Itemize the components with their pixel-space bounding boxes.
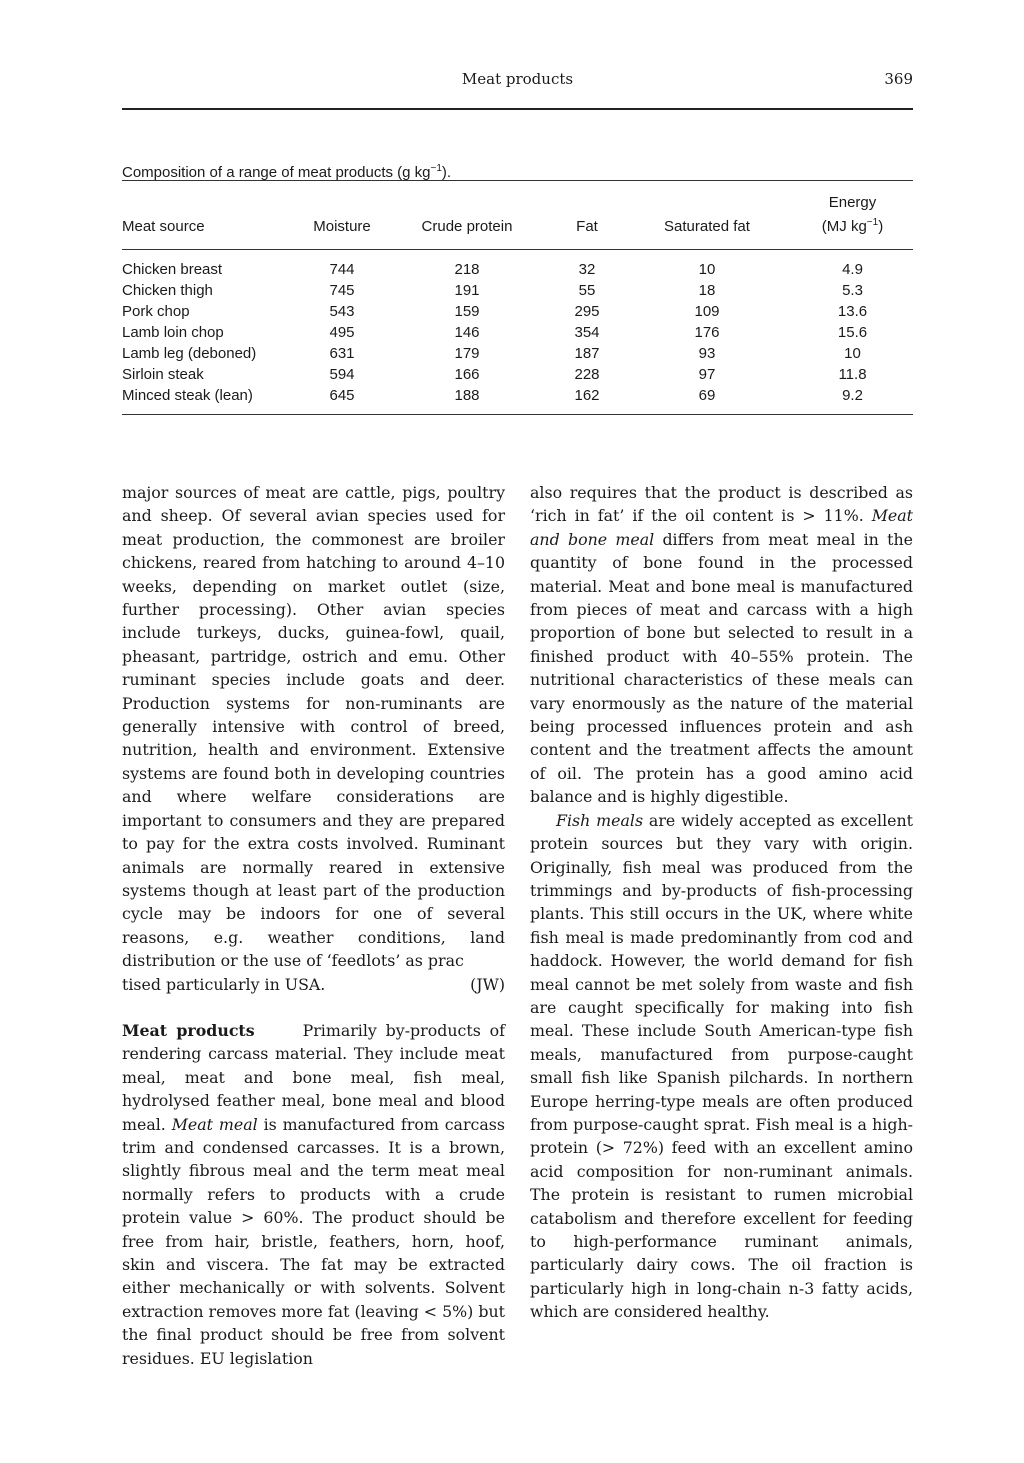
- cell-meat-source: Chicken thigh: [122, 282, 213, 299]
- term-meat-and-bone-meal: Meat and bone meal: [530, 506, 913, 549]
- cell-meat-source: Lamb leg (deboned): [122, 345, 257, 362]
- composition-table-block: [122, 158, 913, 415]
- entry-text-1: Primarily by-products of rendering carcass material. They include meat meal, meat and bone meal, fish meal, hydrolysed feather meal, bone meal and blood meal.: [122, 1020, 505, 1134]
- cell-energy: 4.9: [842, 261, 863, 278]
- header-energy-line1: Energy: [828, 194, 877, 211]
- paragraph-meat-sources-text: major sources of meat are cattle, pigs, poultry and sheep. Of several avian species used for meat production, the commonest are broiler chickens, reared from hatching to around 4–10 weeks, depending on market outlet (size, further processing). Other avian species include turkeys, ducks, guinea-fowl, quail, pheasant, partridge, ostrich and emu. Other ruminant species include goats and deer. Production systems for non-ruminants are generally intensive with control of breed, nutrition, health and environment. Extensive systems are found both in developing countries and where welfare considerations are important to consumers and they are prepared to pay for the extra costs involved. Ruminant animals are normally reared in extensive systems though at least part of the production cycle may be indoors for one of several reasons, e.g. weather conditions, land distribution or the use of ‘feedlots’ as prac: [122, 483, 505, 971]
- cell-meat-source: Sirloin steak: [122, 366, 204, 383]
- cell-meat-source: Chicken breast: [122, 261, 223, 278]
- cell-moisture: 645: [329, 387, 355, 404]
- cell-fat: 228: [574, 366, 600, 383]
- table-bottom-rule: [122, 414, 913, 415]
- table-row: [122, 250, 913, 281]
- cell-energy: 11.8: [838, 366, 867, 383]
- right-column: [530, 481, 913, 1324]
- term-meat-meal: Meat meal: [171, 1114, 258, 1134]
- table-row: [122, 322, 913, 343]
- entry-headword: Meat products: [122, 1020, 255, 1040]
- cell-saturated-fat: 69: [698, 387, 716, 404]
- paragraph-fish-meals: [530, 809, 913, 1324]
- table-row: [122, 343, 913, 364]
- author-initials: (JW): [470, 974, 505, 994]
- table-row: [122, 385, 913, 414]
- table-caption-end: ).: [441, 164, 452, 181]
- table-body: [122, 250, 913, 415]
- right-text-2: differs from meat meal in the quantity of bone found in the processed material. Meat and bone meal is manufactured from pieces of meat and carcass with a high proportion of bone but selected to result in a finished product with 40–55% protein. The nutritional characteristics of these meals can vary enormously as the nature of the material being processed influences protein and ash content and the treatment affects the amount of oil. The protein has a good amino acid balance and is highly digestible.: [530, 529, 913, 807]
- cell-energy: 13.6: [837, 303, 868, 320]
- table-caption-text: Composition of a range of meat products (g kg: [122, 164, 431, 181]
- right-text-3: are widely accepted as excellent protein sources but they vary with origin. Originally, fish meal was produced from the trimmings and by-products of fish-processing plants. This still occurs in the UK, where white fish meal is made predominantly from cod and haddock. However, the world demand for fish meal cannot be met solely from waste and fish are caught specifically for making into fish meal. These include South American-type fish meals, manufactured from purpose-caught small fish like Spanish pilchards. In northern Europe herring-type meals are often produced from purpose-caught sprat. Fish meal is a high-protein (> 72%) feed with an excellent amino acid composition for non-ruminant animals. The protein is resistant to rumen microbial catabolism and therefore excellent for feeding to high-performance ruminant animals, particularly dairy cows. The oil fraction is particularly high in long-chain n-3 fatty acids, which are considered healthy.: [530, 810, 913, 1322]
- paragraph-meat-and-bone-meal: [530, 481, 913, 809]
- cell-crude-protein: 179: [454, 345, 480, 362]
- cell-fat: 55: [578, 282, 596, 299]
- paragraph-meat-sources-tail: tised particularly in USA.: [122, 974, 326, 994]
- table-caption-superscript: −1: [430, 163, 442, 174]
- header-fat: Fat: [576, 218, 598, 235]
- cell-saturated-fat: 97: [698, 366, 716, 383]
- term-fish-meals: Fish meals: [556, 810, 644, 830]
- cell-crude-protein: 218: [454, 261, 480, 278]
- cell-energy: 15.6: [837, 324, 868, 341]
- cell-crude-protein: 159: [454, 303, 480, 320]
- cell-crude-protein: 166: [454, 366, 480, 383]
- table-caption: [122, 158, 913, 180]
- cell-fat: 187: [574, 345, 600, 362]
- table-row: [122, 280, 913, 301]
- header-energy-unit: (MJ kg: [821, 218, 867, 235]
- table-row: [122, 364, 913, 385]
- cell-crude-protein: 188: [454, 387, 480, 404]
- paragraph-gap: [122, 996, 505, 1019]
- header-meat-source: Meat source: [122, 218, 205, 235]
- header-saturated-fat: Saturated fat: [664, 218, 750, 235]
- cell-moisture: 631: [329, 345, 355, 362]
- cell-energy: 9.2: [842, 387, 863, 404]
- entry-text-2: is manufactured from carcass trim and condensed carcasses. It is a brown, slightly fibrous meal and the term meat meal normally refers to products with a crude protein value > 60%. The product should be free from hair, bristle, feathers, horn, hoof, skin and viscera. The fat may be extracted either mechanically or with solvents. Solvent extraction removes more fat (leaving < 5%) but the final product should be free from solvent residues. EU legislation: [122, 1114, 505, 1368]
- cell-meat-source: Lamb loin chop: [122, 324, 224, 341]
- table-header-row: [122, 181, 913, 250]
- cell-fat: 32: [578, 261, 596, 278]
- cell-saturated-fat: 176: [694, 324, 720, 341]
- header-energy: [792, 181, 913, 250]
- entry-meat-products: [122, 1019, 505, 1370]
- cell-moisture: 543: [329, 303, 355, 320]
- cell-moisture: 745: [329, 282, 355, 299]
- cell-saturated-fat: 93: [698, 345, 716, 362]
- running-head-title: Meat products: [461, 70, 574, 88]
- left-column: [122, 481, 505, 1370]
- header-energy-sup: −1: [866, 217, 879, 228]
- right-text-1: also requires that the product is described as ‘rich in fat’ if the oil content is > 11%.: [530, 483, 913, 526]
- cell-saturated-fat: 109: [694, 303, 720, 320]
- signoff-line: [122, 973, 505, 996]
- header-energy-close: ): [878, 218, 884, 235]
- cell-moisture: 495: [329, 324, 355, 341]
- cell-fat: 354: [574, 324, 600, 341]
- running-head: [122, 68, 913, 94]
- cell-energy: 5.3: [842, 282, 863, 299]
- header-rule: [122, 108, 913, 110]
- cell-saturated-fat: 10: [698, 261, 716, 278]
- page-number: 369: [884, 70, 913, 88]
- table-row: [122, 301, 913, 322]
- cell-meat-source: Pork chop: [122, 303, 190, 320]
- cell-fat: 162: [574, 387, 600, 404]
- cell-fat: 295: [574, 303, 600, 320]
- cell-meat-source: Minced steak (lean): [122, 387, 253, 404]
- paragraph-meat-sources: [122, 481, 505, 996]
- header-moisture: Moisture: [313, 218, 371, 235]
- cell-energy: 10: [844, 345, 861, 362]
- header-crude-protein: Crude protein: [421, 218, 513, 235]
- cell-saturated-fat: 18: [698, 282, 716, 299]
- cell-moisture: 744: [329, 261, 355, 278]
- composition-table: [122, 181, 913, 414]
- cell-moisture: 594: [329, 366, 355, 383]
- cell-crude-protein: 191: [454, 282, 480, 299]
- cell-crude-protein: 146: [454, 324, 480, 341]
